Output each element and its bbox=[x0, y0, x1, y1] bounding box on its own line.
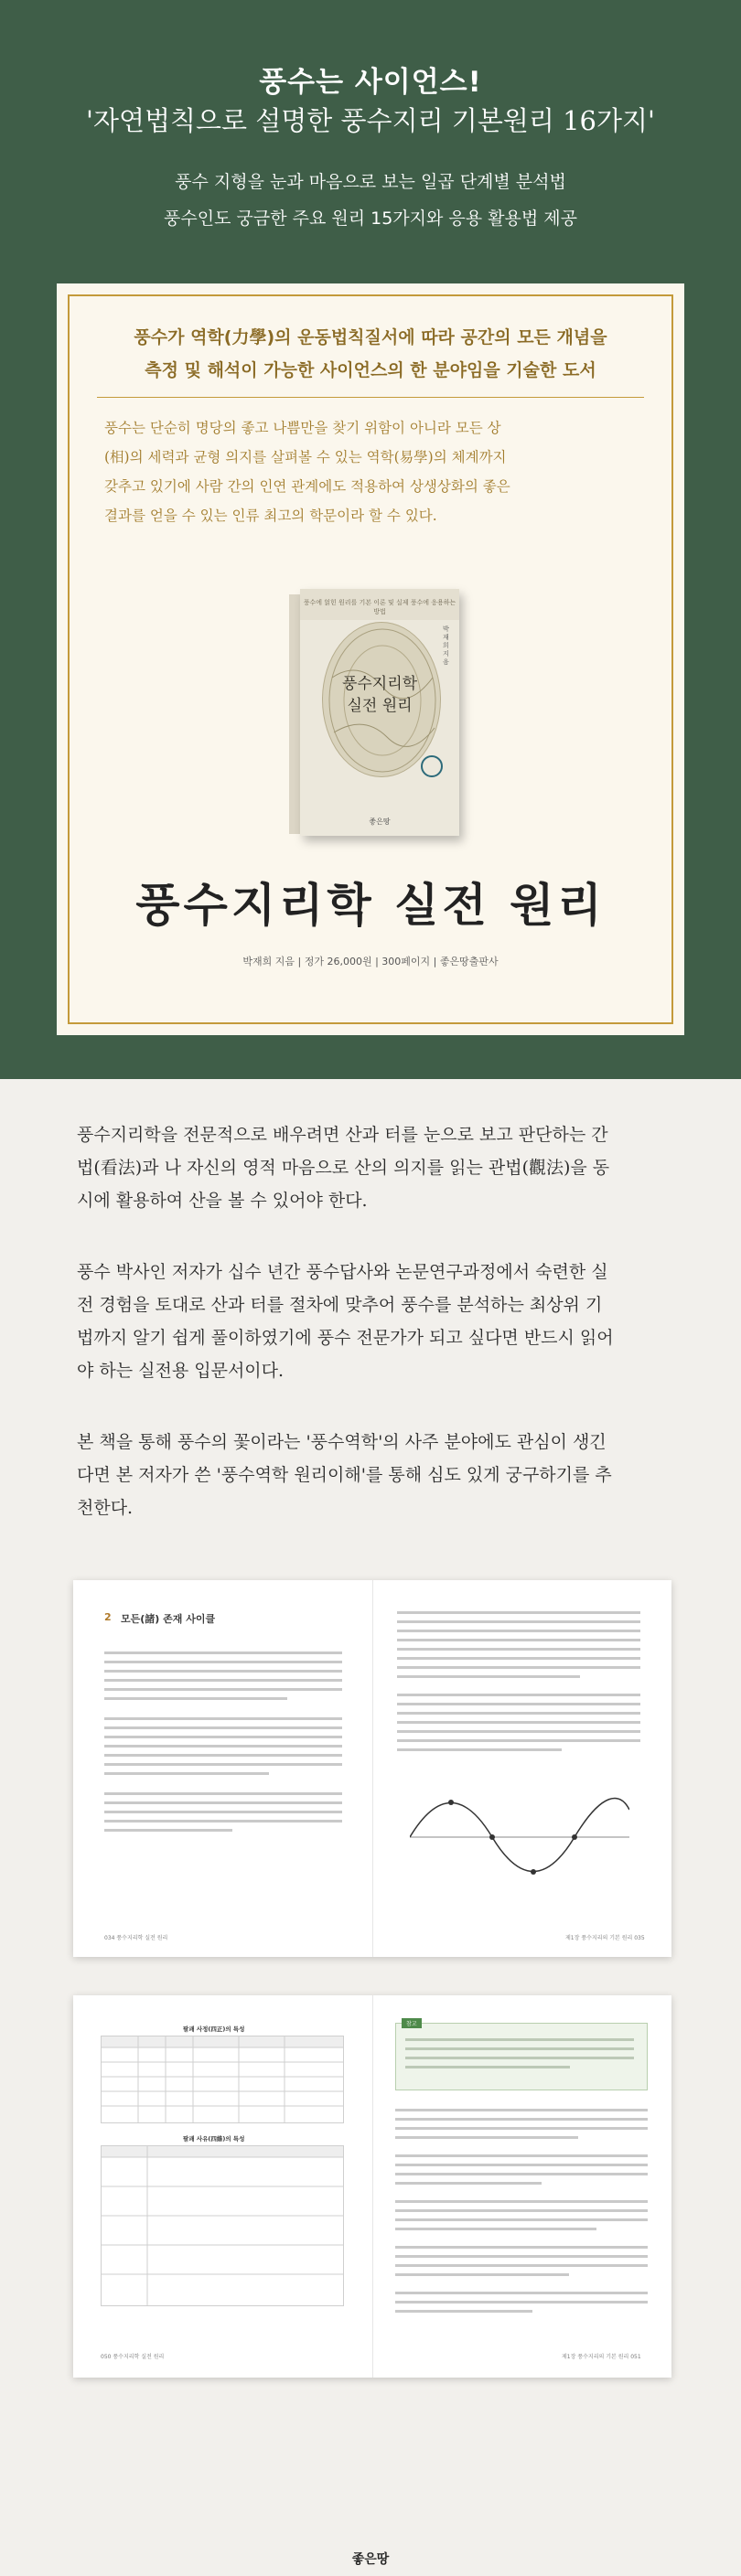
text-line bbox=[104, 1772, 269, 1775]
card-heading-line-1: 풍수가 역학(力學)의 운동법칙질서에 따라 공간의 모든 개념을 bbox=[134, 327, 607, 347]
table-1-grid bbox=[102, 2036, 343, 2122]
text-line bbox=[397, 1739, 640, 1742]
spread-2-right-page bbox=[372, 1995, 671, 2378]
text-line bbox=[397, 1639, 640, 1641]
text-line bbox=[397, 1694, 640, 1696]
card-paragraph-line: 결과를 얻을 수 있는 인류 최고의 학문이라 할 수 있다. bbox=[104, 508, 437, 524]
text-line bbox=[395, 2154, 648, 2157]
left-page-footer: 050 풍수지리학 실전 원리 bbox=[101, 2354, 165, 2360]
text-line bbox=[104, 1763, 342, 1766]
text-line bbox=[395, 2264, 648, 2267]
text-line bbox=[104, 1697, 287, 1700]
text-line bbox=[104, 1745, 342, 1748]
text-line bbox=[395, 2127, 648, 2130]
table-2-grid bbox=[102, 2146, 343, 2305]
description-section bbox=[0, 1079, 741, 2576]
left-page-footer: 034 풍수지리학 실전 원리 bbox=[104, 1935, 168, 1941]
text-line bbox=[395, 2218, 648, 2221]
body-line: 풍수 박사인 저자가 십수 년간 풍수답사와 논문연구과정에서 숙련한 실 bbox=[77, 1262, 608, 1282]
text-line bbox=[397, 1666, 640, 1669]
body-line: 법(看法)과 나 자신의 영적 마음으로 산의 의지를 읽는 관법(觀法)을 동 bbox=[77, 1158, 610, 1178]
text-line bbox=[104, 1801, 342, 1804]
text-line bbox=[405, 2038, 634, 2041]
hero-feature-1: 풍수 지형을 눈과 마음으로 보는 일곱 단계별 분석법 bbox=[175, 172, 566, 192]
body-line: 천한다. bbox=[77, 1498, 134, 1518]
right-page-footer: 제1장 풍수지리의 기본 원리 051 bbox=[562, 2354, 641, 2360]
text-line bbox=[395, 2200, 648, 2203]
text-line bbox=[397, 1657, 640, 1660]
text-line bbox=[395, 2273, 569, 2276]
text-line bbox=[104, 1726, 342, 1729]
text-line bbox=[395, 2209, 648, 2212]
card-paragraph-line: 풍수는 단순히 명당의 좋고 나쁨만을 찾기 위함이 아니라 모든 상 bbox=[104, 420, 501, 436]
card-divider bbox=[97, 397, 644, 398]
body-line: 다면 본 저자가 쓴 '풍수역학 원리이해'를 통해 심도 있게 궁구하기를 추 bbox=[77, 1465, 612, 1485]
cover-title-line-2: 실전 원리 bbox=[347, 697, 413, 715]
cover-seal-icon bbox=[421, 755, 443, 777]
text-line bbox=[395, 2292, 648, 2294]
hero-feature-2: 풍수인도 궁금한 주요 원리 15가지와 응용 활용법 제공 bbox=[164, 208, 577, 229]
text-line bbox=[104, 1679, 342, 1682]
card-paragraph-line: (相)의 세력과 균형 의지를 살펴볼 수 있는 역학(易學)의 체계까지 bbox=[104, 449, 507, 465]
text-line bbox=[104, 1811, 342, 1813]
text-line bbox=[405, 2066, 570, 2068]
hero-section bbox=[0, 0, 741, 1079]
text-line bbox=[395, 2182, 542, 2185]
text-line bbox=[397, 1648, 640, 1651]
text-line bbox=[104, 1688, 342, 1691]
text-line bbox=[395, 2228, 596, 2230]
cover-publisher: 좋은땅 bbox=[369, 818, 391, 826]
body-line: 본 책을 통해 풍수의 꽃이라는 '풍수역학'의 사주 분야에도 관심이 생긴 bbox=[77, 1432, 607, 1452]
text-line bbox=[397, 1721, 640, 1724]
cycle-wave-diagram bbox=[410, 1787, 629, 1887]
publisher-logo: 좋은땅 bbox=[351, 2552, 390, 2567]
text-line bbox=[104, 1651, 342, 1654]
cover-title-line-1: 풍수지리학 bbox=[341, 675, 418, 693]
text-line bbox=[397, 1620, 640, 1623]
card-heading-line-2: 측정 및 해석이 가능한 사이언스의 한 분야임을 기술한 도서 bbox=[145, 360, 596, 380]
book-meta: 박재희 지음 | 정가 26,000원 | 300페이지 | 좋은땅출판사 bbox=[242, 956, 499, 967]
text-line bbox=[397, 1712, 640, 1715]
hero-headline: 풍수는 사이언스! bbox=[259, 66, 482, 99]
text-line bbox=[104, 1792, 342, 1795]
table-2 bbox=[101, 2145, 344, 2306]
text-line bbox=[395, 2109, 648, 2111]
body-line: 전 경험을 토대로 산과 터를 절차에 맞추어 풍수를 분석하는 최상위 기 bbox=[77, 1295, 603, 1315]
text-line bbox=[397, 1611, 640, 1614]
text-line bbox=[104, 1754, 342, 1757]
text-line bbox=[395, 2255, 648, 2258]
table-1 bbox=[101, 2036, 344, 2123]
body-line: 시에 활용하여 산을 볼 수 있어야 한다. bbox=[77, 1191, 368, 1211]
section-number: 2 bbox=[104, 1611, 112, 1623]
sample-page-spread-2 bbox=[73, 1995, 671, 2378]
text-line bbox=[104, 1829, 232, 1832]
card-paragraph-line: 갖추고 있기에 사람 간의 인연 관계에도 적용하여 상생상화의 좋은 bbox=[104, 478, 510, 495]
book-intro-card bbox=[57, 283, 684, 1035]
text-line bbox=[397, 1675, 580, 1678]
text-line bbox=[104, 1670, 342, 1673]
text-line bbox=[405, 2047, 634, 2050]
book-cover bbox=[300, 589, 459, 836]
text-line bbox=[397, 1703, 640, 1705]
text-line bbox=[395, 2164, 648, 2166]
text-line bbox=[395, 2246, 648, 2249]
text-line bbox=[395, 2118, 648, 2121]
table-2-title: 팔괘 사유(四維)의 특성 bbox=[183, 2135, 245, 2143]
text-line bbox=[397, 1748, 562, 1751]
body-line: 법까지 알기 쉽게 풀이하였기에 풍수 전문가가 되고 싶다면 반드시 읽어 bbox=[77, 1328, 614, 1348]
text-line bbox=[104, 1661, 342, 1663]
text-line bbox=[395, 2136, 578, 2139]
note-box bbox=[395, 2023, 648, 2090]
hero-subheadline: '자연법칙으로 설명한 풍수지리 기본원리 16가지' bbox=[86, 105, 655, 136]
table-1-title: 팔괘 사정(四正)의 특성 bbox=[183, 2026, 245, 2033]
spread-2-left-page bbox=[73, 1995, 372, 2378]
spread-1-left-page bbox=[73, 1580, 372, 1957]
cover-title bbox=[300, 673, 459, 717]
right-page-footer: 제1장 풍수지리의 기본 원리 035 bbox=[565, 1935, 645, 1941]
section-title: 모든(諸) 존재 사이클 bbox=[121, 1613, 216, 1625]
text-line bbox=[405, 2057, 634, 2059]
sample-page-spread-1 bbox=[73, 1580, 671, 1957]
cover-top-text: 풍수에 얽힌 원리를 기본 이론 및 실제 풍수에 응용하는 방법 bbox=[300, 589, 459, 620]
spread-1-right-page bbox=[372, 1580, 671, 1957]
text-line bbox=[395, 2173, 648, 2175]
book-title: 풍수지리학 실전 원리 bbox=[135, 878, 606, 932]
text-line bbox=[395, 2310, 532, 2313]
text-line bbox=[397, 1730, 640, 1733]
body-line: 야 하는 실전용 입문서이다. bbox=[77, 1361, 285, 1381]
text-line bbox=[104, 1736, 342, 1738]
cover-author: 박재희 지음 bbox=[443, 625, 449, 666]
text-line bbox=[395, 2301, 648, 2303]
body-line: 풍수지리학을 전문적으로 배우려면 산과 터를 눈으로 보고 판단하는 간 bbox=[77, 1125, 608, 1145]
text-line bbox=[397, 1630, 640, 1632]
text-line bbox=[104, 1717, 342, 1720]
text-line bbox=[104, 1820, 342, 1822]
book-cover-image bbox=[289, 589, 459, 836]
note-tag: 참고 bbox=[402, 2018, 422, 2028]
